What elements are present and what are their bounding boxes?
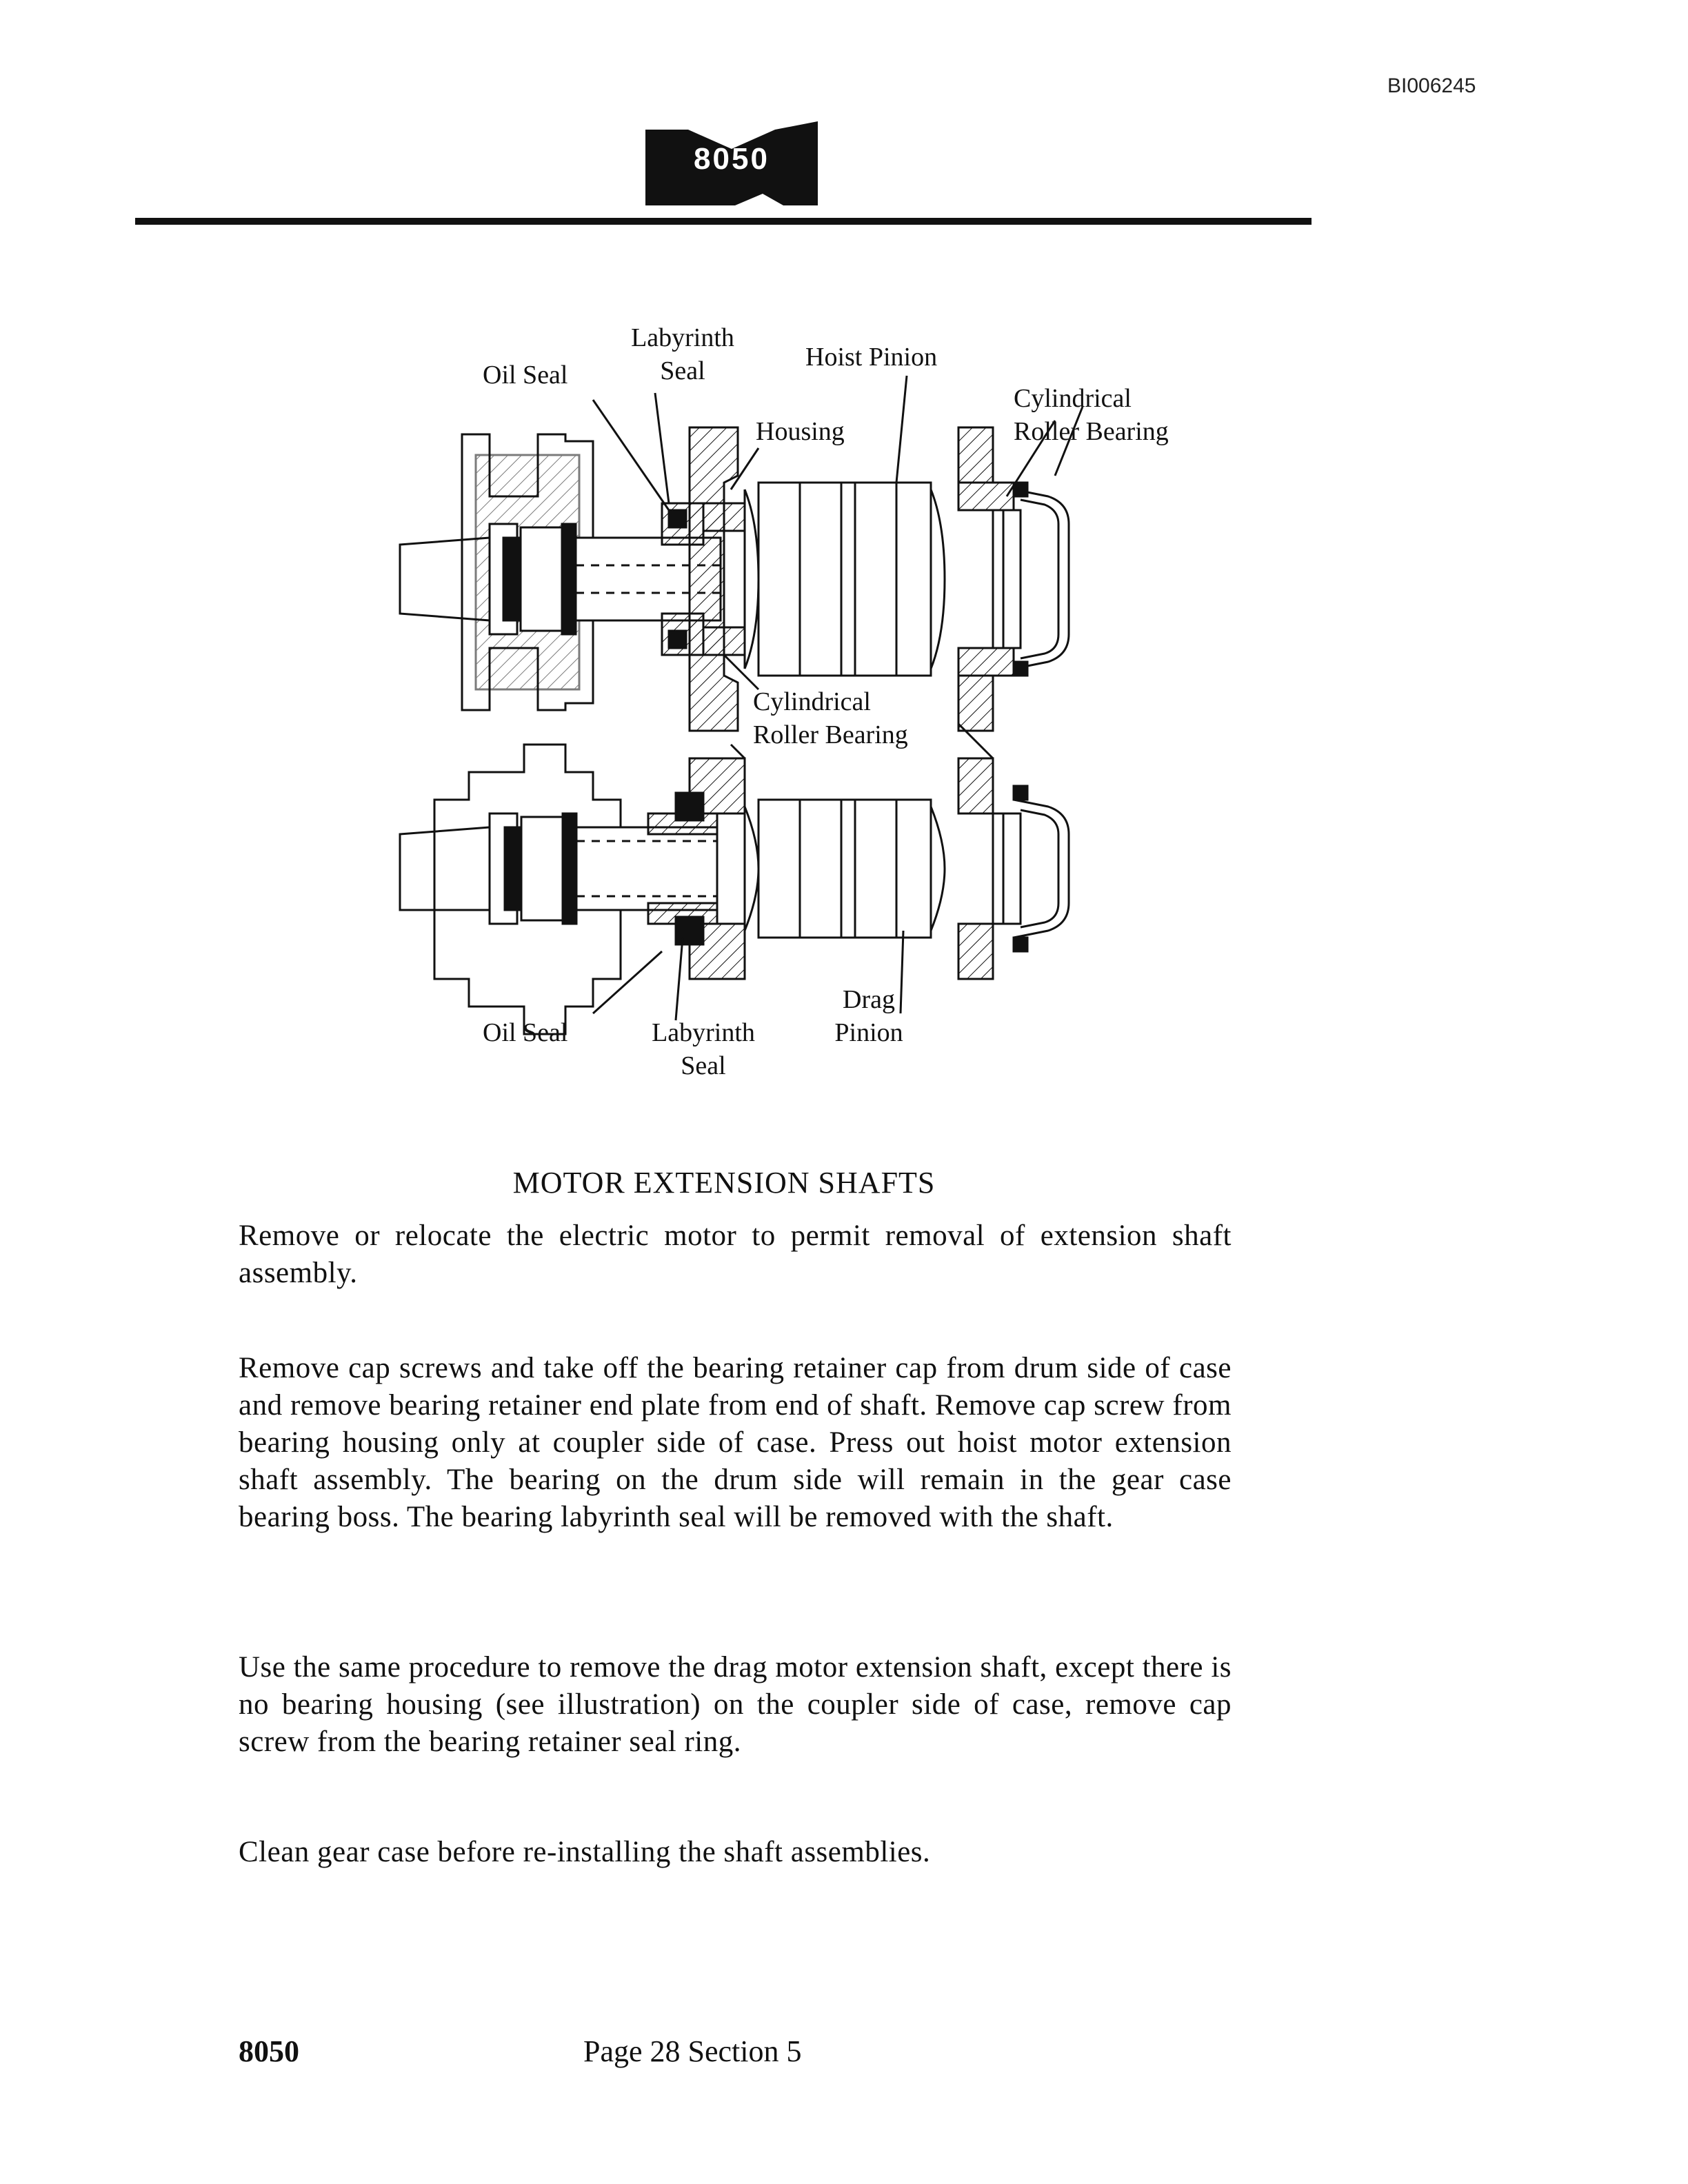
label-oil-seal-top: Oil Seal [483, 361, 568, 390]
paragraph-3: Use the same procedure to remove the drag motor extension shaft, except there is no bearing housing (see illustration) on the coupler side of case, remove cap screw from the bearing retainer seal ring. [239, 1651, 1232, 1758]
footer-page-ref: Page 28 Section 5 [583, 2034, 802, 2068]
header-rule [135, 218, 1312, 225]
footer-model: 8050 [239, 2034, 299, 2068]
paragraph-4: Clean gear case before re-installing the shaft assemblies. [239, 1836, 931, 1868]
label-labyrinth-seal-bottom: Labyrinth Seal [652, 1018, 755, 1080]
label-drag-pinion: Drag Pinion [834, 985, 903, 1047]
model-badge-text: 8050 [694, 142, 770, 176]
paragraph-2: Remove cap screws and take off the bearing retainer cap from drum side of case and remove bearing retainer end plate from end of shaft. Remove cap screw from bearing housing only at coupler side of case. Press out hoist motor extension shaft assembly. The bearing on the drum side will remain in the gear case bearing boss. The bearing labyrinth seal will be removed with the shaft. [239, 1352, 1232, 1533]
label-cylindrical-roller-bearing-right: Cylindrical Roller Bearing [1014, 384, 1169, 446]
hoist-shaft-assembly [400, 427, 1069, 731]
label-oil-seal-bottom: Oil Seal [483, 1018, 568, 1047]
figure-caption: MOTOR EXTENSION SHAFTS [512, 1166, 936, 1200]
label-labyrinth-seal-top: Labyrinth Seal [631, 323, 734, 385]
document-id: BI006245 [1387, 74, 1476, 97]
label-housing: Housing [756, 417, 845, 446]
label-hoist-pinion: Hoist Pinion [805, 343, 938, 372]
label-cylindrical-roller-bearing-middle: Cylindrical Roller Bearing [753, 687, 908, 749]
drag-shaft-assembly [400, 745, 1069, 1034]
paragraph-1: Remove or relocate the electric motor to permit removal of extension shaft assembly. [239, 1220, 1232, 1289]
